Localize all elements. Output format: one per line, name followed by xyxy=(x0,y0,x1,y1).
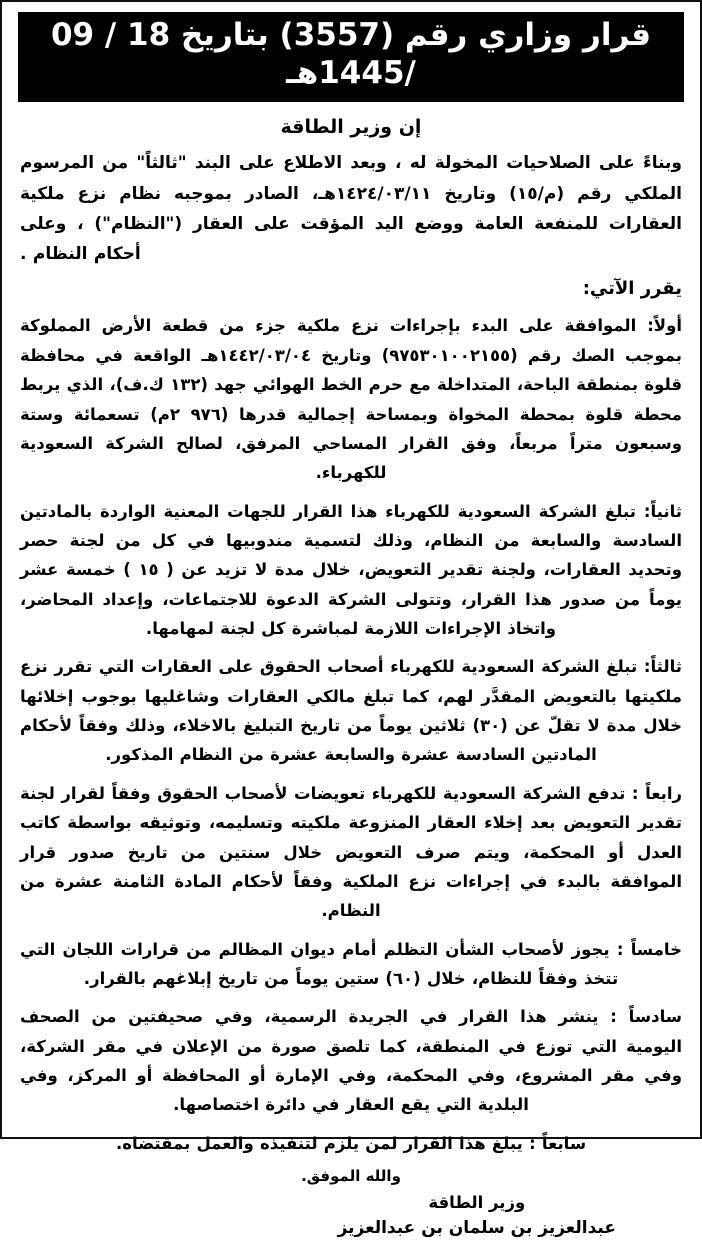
signature-title: وزير الطاقة xyxy=(428,1193,526,1213)
document-body xyxy=(16,102,686,1241)
clause-third: ثالثاً: تبلغ الشركة السعودية للكهرباء أصحاب الحقوق على العقارات التي تقرر نزع ملكيتها بالتعويض المقدَّر لهم، كما تبلغ مالكي العقارات وشاغليها بوجوب إخلائها خلال مدة لا تقلّ عن (٣٠) ثلاثين يوماً من تاريخ التبليغ بالاخلاء، وذلك وفقاً لأحكام المادتين السادسة عشرة والسابعة عشرة من النظام المذكور. xyxy=(20,657,682,765)
document-subtitle: إن وزير الطاقة xyxy=(280,115,422,138)
header-banner xyxy=(18,12,684,102)
clause-sixth: سادساً : ينشر هذا القرار في الجريدة الرسمية، وفي صحيفتين من الصحف اليومية التي توزع في المنطقة، كما تلصق صورة من الإعلان في مقر الشركة، وفي مقر المشروع، وفي المحكمة، وفي الإمارة أو المحافظة أو المركز، وفي البلدية التي يقع العقار في دائرة اختصاصها. xyxy=(20,1007,682,1115)
decides-label: يقرر الآتي: xyxy=(582,278,682,300)
clause-second: ثانياً: تبلغ الشركة السعودية للكهرباء هذا القرار للجهات المعنية الواردة بالمادتين السادسة والسابعة من النظام، وذلك لتسمية مندوبيها في كل من لجنة حصر وتحديد العقارات، ولجنة تقدير التعويض، خلال مدة لا تزيد عن ( ١٥ ) خمسة عشر يوماً من صدور هذا القرار، وتتولى الشركة الدعوة للاجتماعات، وإعداد المحاضر، واتخاذ الإجراءات اللازمة لمباشرة كل لجنة لمهامها. xyxy=(20,501,682,639)
clause-first: أولاً: الموافقة على البدء بإجراءات نزع ملكية جزء من قطعة الأرض المملوكة بموجب الصك رقم (٩٧٥٣٠١٠٠٢١٥٥) وتاريخ ١٤٤٢/٠٣/٠٤هـ الواقعة في محافظة قلوة بمنطقة الباحة، المتداخلة مع حرم الخط الهوائي جهد (١٣٢ ك.ف)، الذي يربط محطة قلوة بمحطة المخواة وبمساحة إجمالية قدرها (٩٧٦ ٢م) تسعمائة وستة وسبعون متراً مربعاً، وفق القرار المساحي المرفق، لصالح الشركة السعودية للكهرباء. xyxy=(20,316,682,483)
clause-fifth: خامساً : يجوز لأصحاب الشأن التظلم أمام ديوان المظالم من قرارات اللجان التي تتخذ وفقاً للنظام، خلال (٦٠) ستين يوماً من تاريخ إبلاغهم بالقرار. xyxy=(20,939,682,988)
clause-seventh: سابعاً : يبلغ هذا القرار لمن يلزم لتنفيذه والعمل بمقتضاه. xyxy=(115,1133,587,1153)
signature-name: عبدالعزيز بن سلمان بن عبدالعزيز xyxy=(337,1217,616,1238)
preamble-paragraph: وبناءً على الصلاحيات المخولة له ، وبعد الاطلاع على البند "ثالثاً" من المرسوم الملكي رقم (م/١٥) وتاريخ ١٤٢٤/٠٣/١١هـ، الصادر بموجبه نظام نزع ملكية العقارات للمنفعة العامة ووضع اليد المؤقت على العقار ("النظام") ، وعلى أحكام النظام . xyxy=(20,153,683,265)
clause-fourth: رابعاً : تدفع الشركة السعودية للكهرباء تعويضات لأصحاب الحقوق وفقاً لقرار لجنة تقدير التعويض بعد إخلاء العقار المنزوعة ملكيته وتسليمه، وتوثيقه بواسطة كاتب العدل أو المحكمة، ويتم صرف التعويض خلال سنتين من تاريخ صدور قرار الموافقة بالبدء في إجراءات نزع الملكية وفقاً لأحكام المادة الثامنة عشرة من النظام. xyxy=(20,783,682,921)
page-inner xyxy=(2,2,700,1238)
closing-invocation: والله الموفق. xyxy=(301,1167,401,1186)
header-banner-title: قرار وزاري رقم (3557) بتاريخ 18 / 09 /1445هـ xyxy=(50,17,652,91)
signature-block xyxy=(272,1191,682,1241)
